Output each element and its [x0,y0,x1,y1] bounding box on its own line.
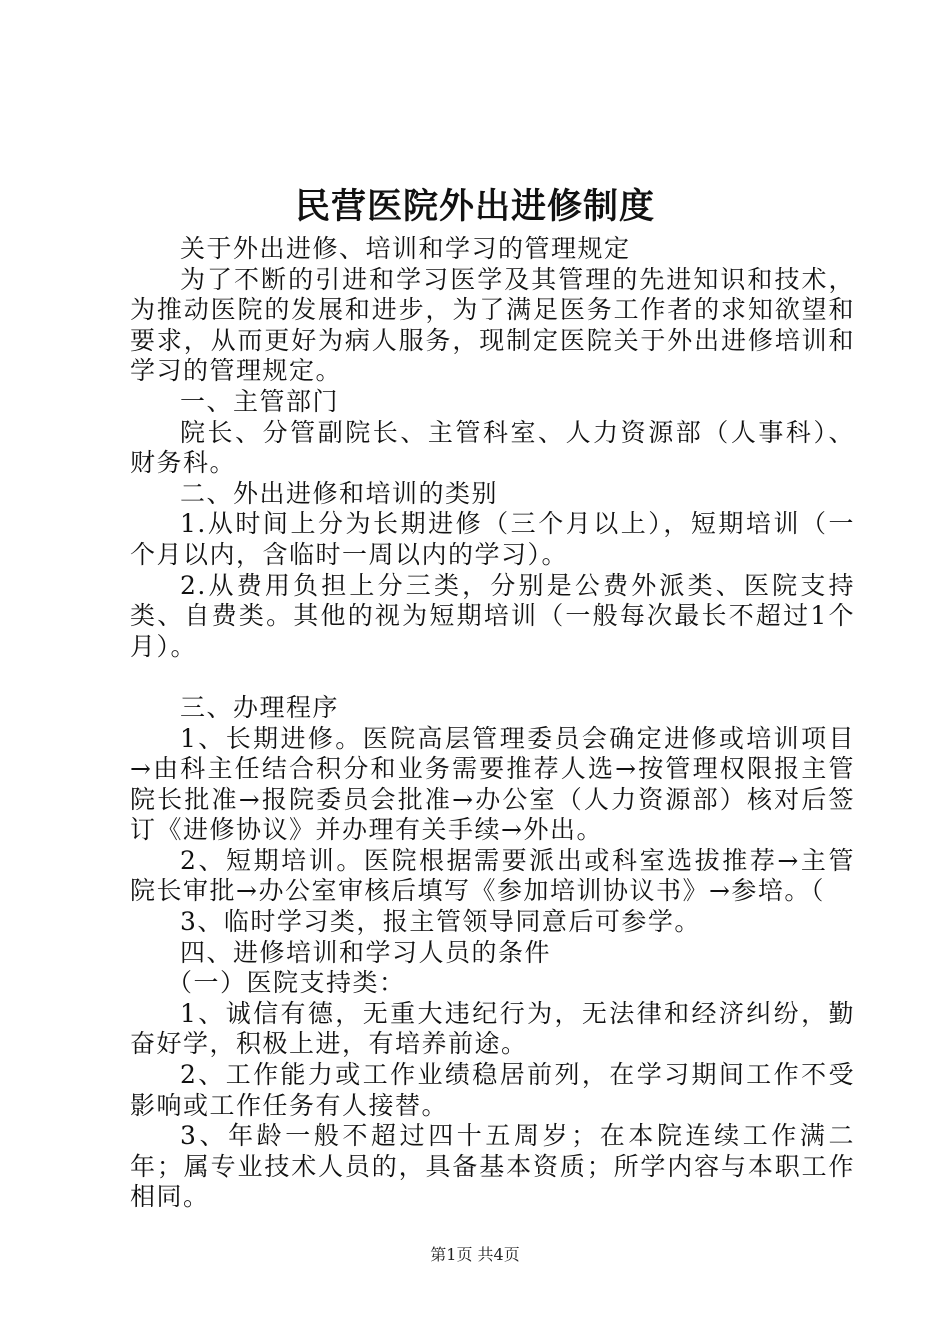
paragraph-intro: 为了不断的引进和学习医学及其管理的先进知识和技术，为推动医院的发展和进步，为了满足医务工作者的求知欲望和要求，从而更好为病人服务，现制定医院关于外出进修培训和学习的管理规定。 [130,264,855,386]
paragraph-procedure-1: 1、长期进修。医院高层管理委员会确定进修或培训项目→由科主任结合积分和业务需要推荐人选→按管理权限报主管院长批准→报院委员会批准→办公室（人力资源部）核对后签订《进修协议》并办理有关手续→外出。 [130,723,855,845]
document-title: 民营医院外出进修制度 [294,187,655,227]
paragraph-category-1: 1.从时间上分为长期进修（三个月以上），短期培训（一个月以内，含临时一周以内的学习）。 [130,509,855,569]
paragraph-procedure-2: 2、短期培训。医院根据需要派出或科室选拔推荐→主管院长审批→办公室审核后填写《参加培训协议书》→参培。（ [130,845,855,906]
section-heading-2: 二、外出进修和培训的类别 [180,478,499,508]
document-body [130,234,855,1213]
paragraph-condition-2: 2、工作能力或工作业绩稳居前列，在学习期间工作不受影响或工作任务有人接替。 [130,1060,855,1120]
paragraph-departments: 院长、分管副院长、主管科室、人力资源部（人事科）、财务科。 [130,417,855,478]
paragraph-condition-1: 1、诚信有德，无重大违纪行为，无法律和经济纠纷，勤奋好学，积极上进，有培养前途。 [130,998,855,1059]
paragraph-spacer [130,662,855,693]
page-number-footer: 第1页 共4页 [430,1245,520,1264]
subsection-heading-1: （一）医院支持类： [167,968,406,998]
paragraph-condition-3: 3、年龄一般不超过四十五周岁；在本院连续工作满二年；属专业技术人员的，具备基本资质；所学内容与本职工作相同。 [130,1121,855,1212]
paragraph-category-2: 2.从费用负担上分三类，分别是公费外派类、医院支持类、自费类。其他的视为短期培训（一般每次最长不超过1个月）。 [130,570,855,661]
section-heading-1: 一、主管部门 [180,386,340,416]
paragraph-subtitle: 关于外出进修、培训和学习的管理规定 [180,234,631,263]
paragraph-procedure-3: 3、临时学习类，报主管领导同意后可参学。 [180,907,701,937]
section-heading-3: 三、办理程序 [180,692,340,722]
section-heading-4: 四、进修培训和学习人员的条件 [180,937,552,967]
